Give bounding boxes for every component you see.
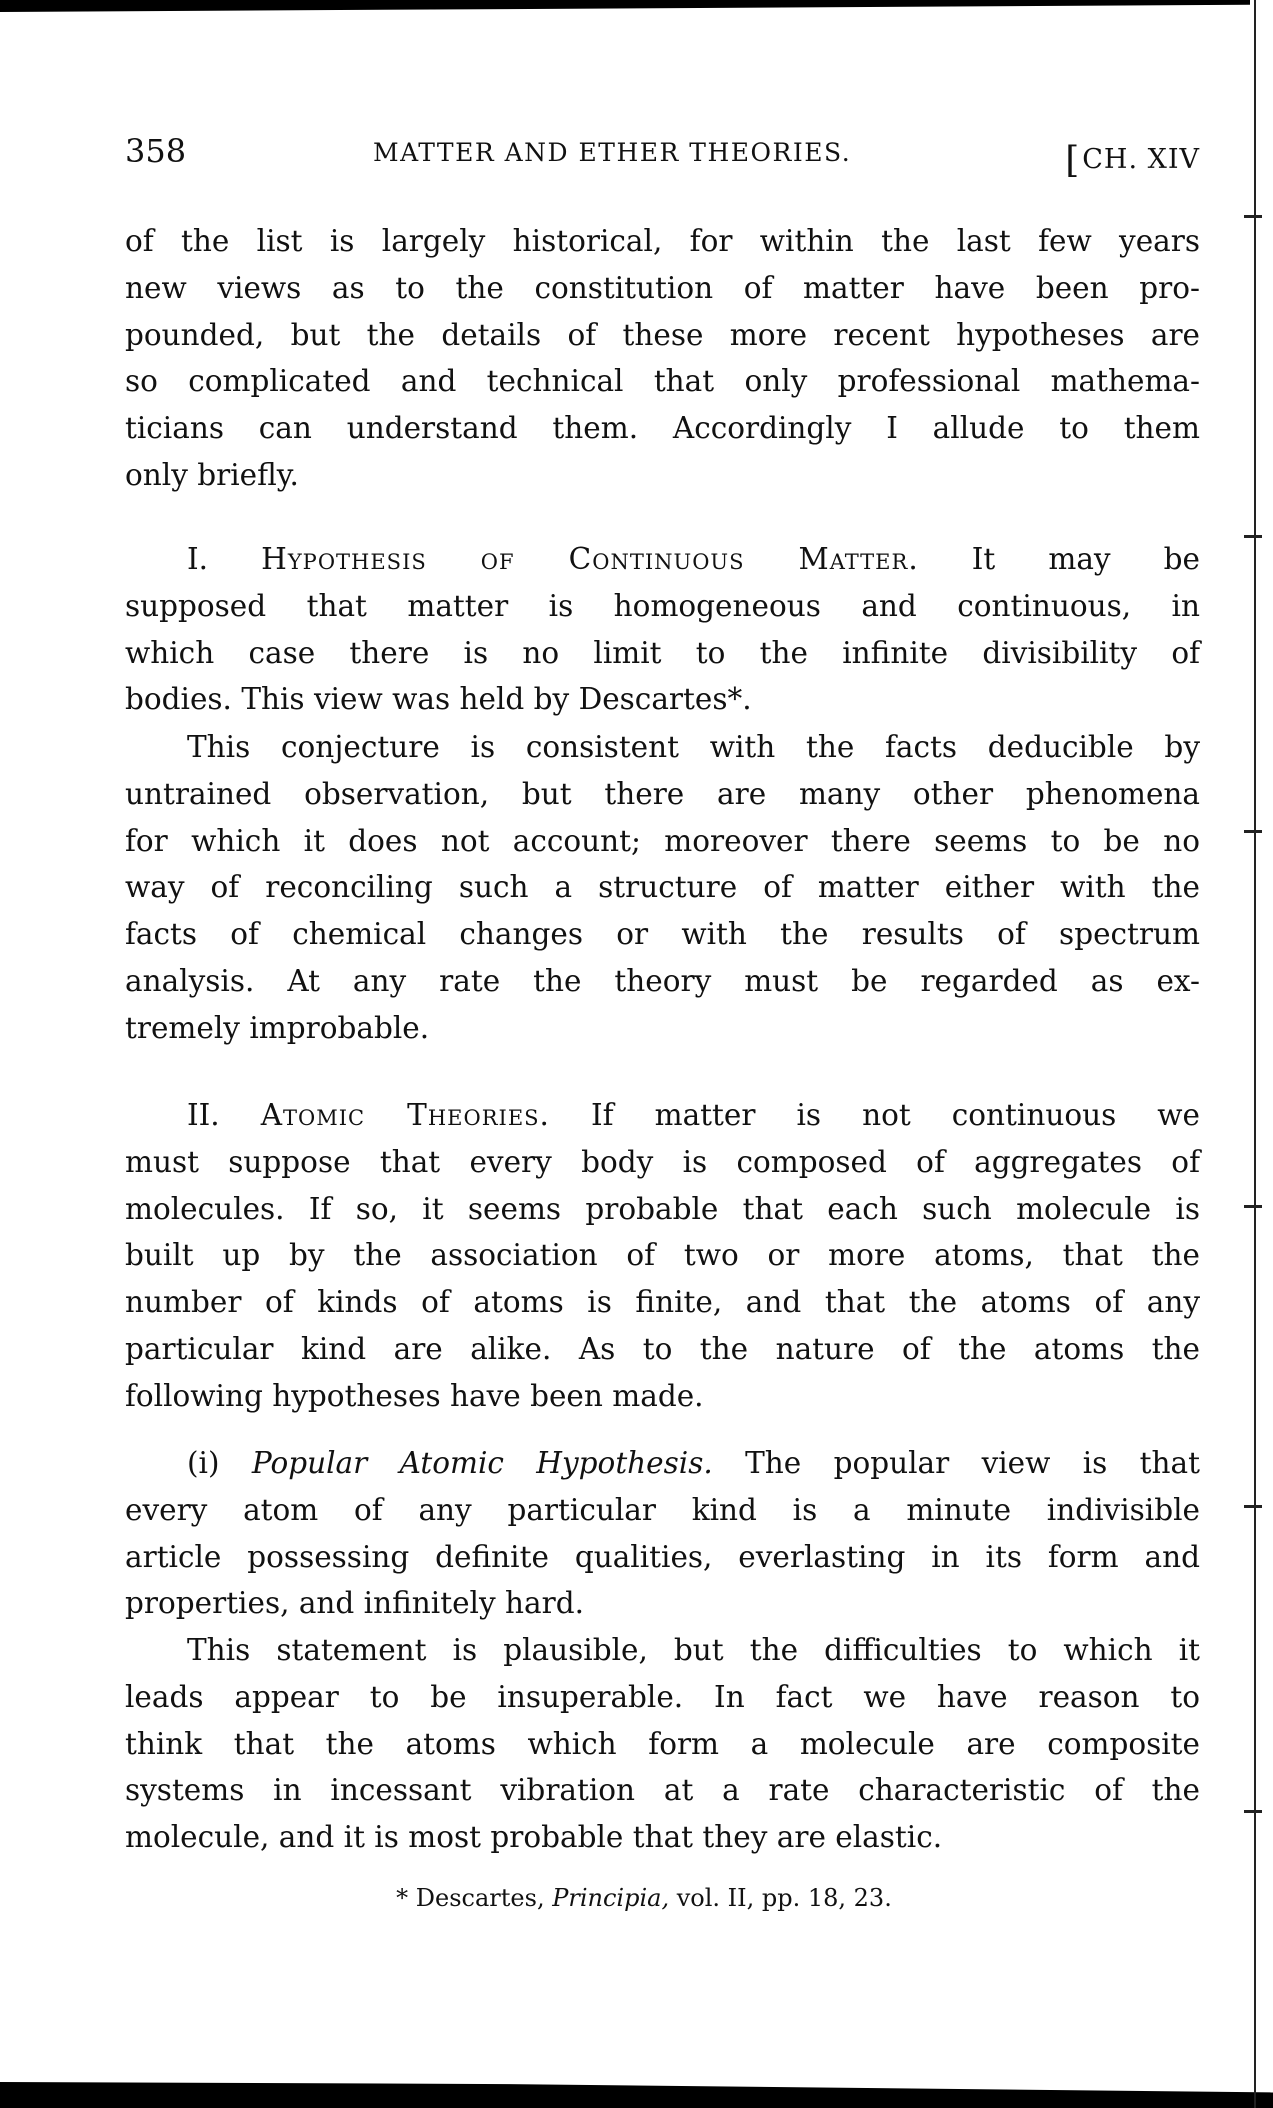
edge-mark [1244, 830, 1262, 833]
paragraph [125, 724, 1200, 1052]
page-number: 358 [125, 132, 187, 170]
section-heading: Atomic Theories. [260, 1098, 550, 1132]
text-line: analysis. At any rate the theory must be regarded as ex- [125, 963, 1200, 998]
text-line: ticians can understand them. Accordingly I allude to them [125, 411, 1200, 446]
text-line: think that the atoms which form a molecule are composite [125, 1726, 1200, 1761]
text-segment: It may be [918, 542, 1200, 576]
text-line: article possessing definite qualities, everlasting in its form and [125, 1539, 1200, 1574]
text-line: untrained observation, but there are many other phenomena [125, 776, 1200, 811]
text-line [125, 536, 1200, 583]
text-line: new views as to the constitution of matter have been pro- [125, 270, 1200, 305]
text-line: molecules. If so, it seems probable that each such molecule is [125, 1191, 1200, 1226]
text-line: properties, and infinitely hard. [125, 1586, 584, 1621]
text-line: only briefly. [125, 457, 299, 492]
footnote-marker: * [396, 1884, 409, 1912]
text-line [125, 1092, 1200, 1139]
section-heading: Hypothesis of Continuous Matter. [261, 542, 919, 576]
text-line: way of reconciling such a structure of matter either with the [125, 870, 1200, 905]
chapter-label [1065, 136, 1200, 181]
text-line: of the list is largely historical, for within the last few years [125, 224, 1200, 258]
scan-border-top [0, 0, 1250, 12]
paragraph [125, 1092, 1200, 1420]
paragraph [125, 536, 1200, 723]
text-line: must suppose that every body is composed of aggregates of [125, 1144, 1200, 1179]
running-header [125, 132, 1200, 181]
text-line: so complicated and technical that only professional mathema- [125, 364, 1200, 399]
edge-mark [1244, 1205, 1262, 1208]
paragraph [125, 1627, 1200, 1861]
text-line: bodies. This view was held by Descartes*. [125, 682, 752, 717]
text-segment: II. [187, 1098, 261, 1132]
text-line: This statement is plausible, but the difficulties to which it [187, 1633, 1200, 1667]
edge-mark [1244, 215, 1262, 218]
paragraph [125, 1440, 1200, 1627]
text-line: supposed that matter is homogeneous and continuous, in [125, 588, 1200, 623]
text-line: number of kinds of atoms is finite, and that the atoms of any [125, 1285, 1200, 1320]
running-title: MATTER AND ETHER THEORIES. [373, 138, 852, 167]
chapter-bracket: [ [1065, 140, 1081, 181]
footnote-work: Principia, [552, 1884, 670, 1912]
edge-mark [1244, 1505, 1262, 1508]
text-segment: (i) [187, 1446, 252, 1480]
text-line: leads appear to be insuperable. In fact we have reason to [125, 1679, 1200, 1714]
chapter-number: CH. XIV [1082, 144, 1200, 175]
text-line: particular kind are alike. As to the nature of the atoms the [125, 1331, 1200, 1366]
text-line: built up by the association of two or more atoms, that the [125, 1238, 1200, 1273]
text-line: pounded, but the details of these more recent hypotheses are [125, 317, 1200, 352]
text-line: which case there is no limit to the infinite divisibility of [125, 635, 1200, 670]
text-segment: The popular view is that [712, 1446, 1200, 1480]
footnote [0, 1884, 1273, 1912]
text-segment: If matter is not continuous we [549, 1098, 1200, 1132]
text-line: This conjecture is consistent with the facts deducible by [187, 730, 1200, 764]
text-segment: I. [187, 542, 262, 576]
text-line [125, 1440, 1200, 1487]
italic-heading: Popular Atomic Hypothesis. [251, 1446, 713, 1480]
edge-mark [1244, 535, 1262, 538]
text-line: molecule, and it is most probable that they are elastic. [125, 1820, 943, 1855]
text-line: systems in incessant vibration at a rate characteristic of the [125, 1773, 1200, 1808]
footnote-author: Descartes, [415, 1884, 545, 1912]
text-line: for which it does not account; moreover there seems to be no [125, 823, 1200, 858]
edge-mark [1244, 1810, 1262, 1813]
footnote-reference: vol. II, pp. 18, 23. [676, 1884, 892, 1912]
text-line: tremely improbable. [125, 1010, 430, 1045]
text-line: every atom of any particular kind is a minute indivisible [125, 1492, 1200, 1527]
page-edge [1254, 0, 1256, 2108]
text-line: following hypotheses have been made. [125, 1378, 704, 1413]
paragraph [125, 218, 1200, 499]
text-line: facts of chemical changes or with the results of spectrum [125, 917, 1200, 952]
scan-border-bottom [0, 2082, 1273, 2108]
